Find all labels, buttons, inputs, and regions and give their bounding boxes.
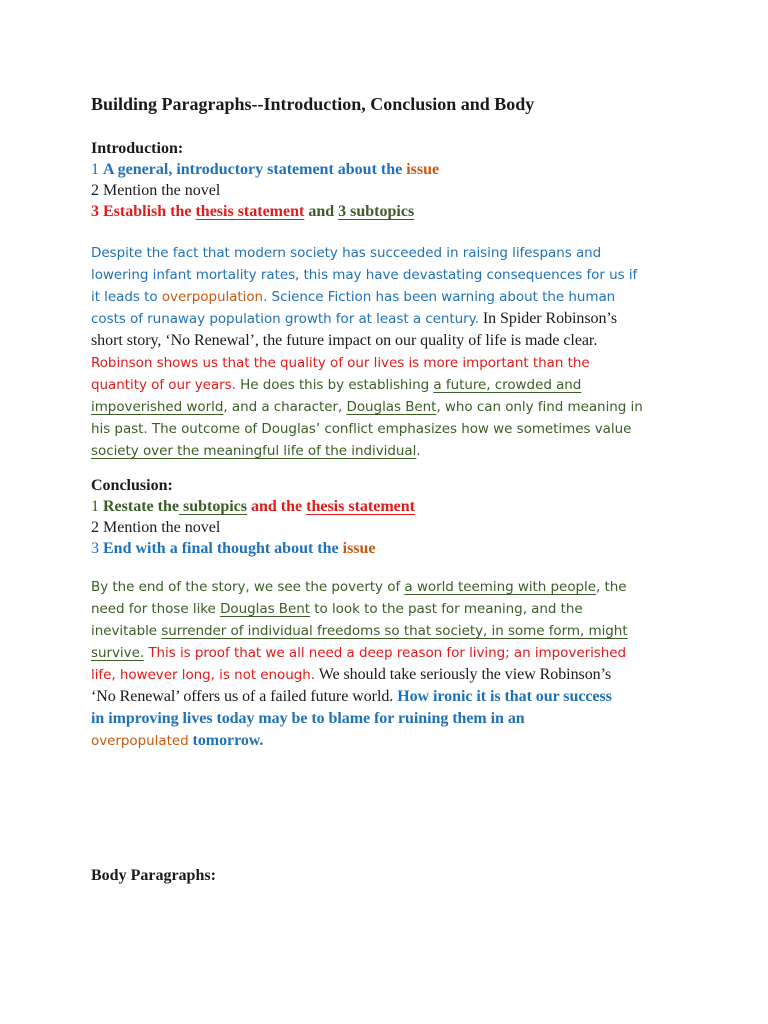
conclusion-item-3-number: 3 [91,540,103,557]
intro-example-text: , who can only find meaning in [436,399,643,415]
intro-example-text: . [416,443,421,459]
intro-item-3-and: and [304,203,339,220]
intro-item-2: 2 Mention the novel [91,182,221,199]
conclusion-example-text: to look to the past for meaning, and the [310,601,583,617]
conclusion-example-line [91,730,731,752]
intro-example-line: his past. The outcome of Douglas’ conflict emphasizes how we sometimes value [91,421,632,437]
intro-example-text: Science Fiction has been warning about the human [271,289,616,305]
introduction-heading: Introduction: [91,140,184,157]
intro-example-thesis-text: quantity of our years. [91,377,236,393]
conclusion-example-text: need for those like [91,601,221,617]
conclusion-example-text: , the [596,579,627,595]
introduction-section [91,138,731,222]
intro-item-3-lead: 3 Establish the [91,203,196,220]
intro-example-line: Despite the fact that modern society has succeeded in raising lifespans and [91,245,602,261]
intro-example-overpopulation: overpopulation [161,289,264,305]
conclusion-section [91,475,731,559]
conclusion-example-subtopic-1: a world teeming with people [404,579,596,595]
intro-example-line [91,308,731,330]
intro-example-novel-text: In Spider Robinson’s [478,310,617,327]
conclusion-example-subtopic-2: Douglas Bent [220,601,311,617]
conclusion-item-1-and: and the [247,498,307,515]
conclusion-example-final-thought: in improving lives today may be to blame for ruining them in an [91,710,525,727]
conclusion-item-3 [91,538,731,559]
conclusion-example-line [91,664,731,686]
intro-example-line [91,396,731,418]
intro-example-text: . [263,289,272,305]
conclusion-item-1-lead: Restate the [103,498,179,515]
conclusion-example-novel-text: ‘No Renewal’ offers us of a failed future world. [91,688,398,705]
intro-example-thesis-line: Robinson shows us that the quality of our lives is more important than the [91,355,590,371]
conclusion-example-thesis-text: life, however long, is not enough. [91,667,316,683]
intro-item-3-subtopics: 3 subtopics [338,203,415,220]
page-title: Building Paragraphs--Introduction, Conclusion and Body [91,94,535,114]
intro-item-1-text: A general, introductory statement about the [103,161,407,178]
intro-item-1-issue: issue [406,161,440,178]
conclusion-item-2: 2 Mention the novel [91,519,221,536]
intro-example-line: short story, ‘No Renewal’, the future impact on our quality of life is made clear. [91,332,598,349]
intro-example-subtopic-3: society over the meaningful life of the individual [91,443,417,459]
intro-example-line [91,440,731,462]
intro-example-text: He does this by establishing [235,377,434,393]
conclusion-example-line [91,620,731,642]
conclusion-example-subtopic-3: survive. [91,645,145,661]
intro-item-3 [91,201,731,222]
conclusion-example-overpopulated: overpopulated [91,733,189,749]
conclusion-item-1-number: 1 [91,498,103,515]
conclusion-item-1 [91,496,731,517]
conclusion-example-final-thought: tomorrow. [188,732,264,749]
body-paragraphs-heading: Body Paragraphs: [91,867,216,884]
intro-item-3-thesis: thesis statement [195,203,305,220]
intro-example-subtopic-1: a future, crowded and [433,377,582,393]
intro-example-text: , and a character, [223,399,347,415]
conclusion-example-line [91,642,731,664]
intro-example-subtopic-1: impoverished world [91,399,224,415]
conclusion-example-text: inevitable [91,623,162,639]
intro-example-subtopic-2: Douglas Bent [346,399,437,415]
conclusion-example-final-thought: How ironic it is that our success [397,688,612,705]
intro-example-text: costs of runaway population growth for at least a century. [91,311,479,327]
conclusion-item-3-text: End with a final thought about the [103,540,343,557]
conclusion-item-3-issue: issue [342,540,376,557]
conclusion-example-paragraph [91,576,731,752]
intro-item-1-number: 1 [91,161,103,178]
conclusion-heading: Conclusion: [91,477,173,494]
intro-item-1 [91,159,731,180]
conclusion-example-novel-text: We should take seriously the view Robinson’s [315,666,612,683]
conclusion-example-line [91,576,731,598]
intro-example-line [91,286,731,308]
intro-example-line [91,374,731,396]
conclusion-item-1-thesis: thesis statement [306,498,415,515]
intro-example-text: it leads to [91,289,162,305]
conclusion-example-text: By the end of the story, we see the poverty of [91,579,405,595]
conclusion-example-line [91,598,731,620]
conclusion-example-line [91,686,731,708]
conclusion-example-thesis-text: This is proof that we all need a deep reason for living; an impoverished [144,645,627,661]
introduction-example-paragraph [91,242,731,462]
conclusion-item-1-subtopics: subtopics [178,498,247,515]
conclusion-example-subtopic-3: surrender of individual freedoms so that society, in some form, might [161,623,628,639]
intro-example-line: lowering infant mortality rates, this may have devastating consequences for us if [91,267,638,283]
